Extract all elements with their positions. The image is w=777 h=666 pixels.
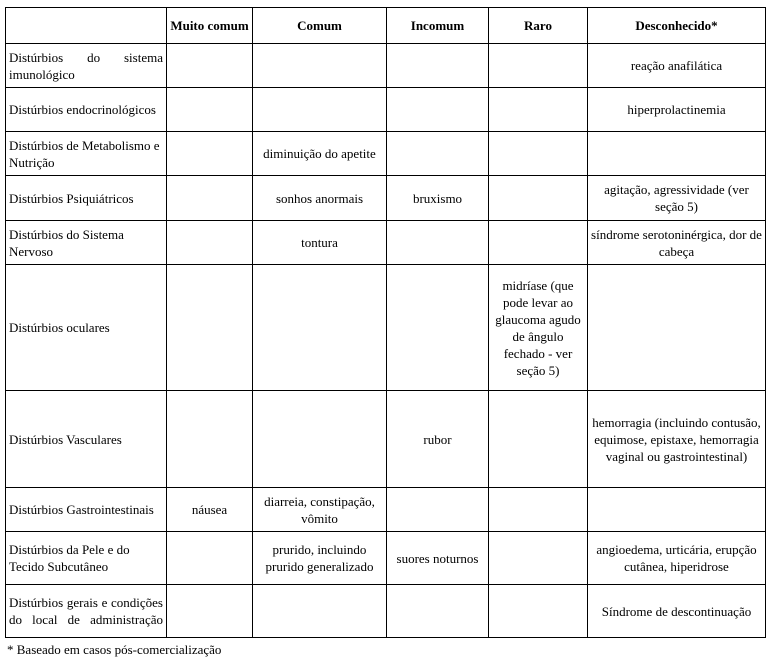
comum-cell (253, 44, 387, 88)
incomum-cell: suores noturnos (387, 532, 489, 585)
raro-cell (489, 221, 588, 265)
comum-cell: sonhos anormais (253, 176, 387, 221)
category-cell: Distúrbios do sistema imunológico (6, 44, 167, 88)
incomum-cell: rubor (387, 391, 489, 488)
incomum-cell: bruxismo (387, 176, 489, 221)
category-cell: Distúrbios de Metabolismo e Nutrição (6, 132, 167, 176)
raro-cell (489, 44, 588, 88)
raro-cell (489, 585, 588, 638)
category-cell: Distúrbios Psiquiátricos (6, 176, 167, 221)
comum-cell: prurido, incluindo prurido generalizado (253, 532, 387, 585)
incomum-cell (387, 265, 489, 391)
desconhecido-cell (588, 265, 766, 391)
comum-cell: diarreia, constipação, vômito (253, 488, 387, 532)
desconhecido-cell: hiperprolactinemia (588, 88, 766, 132)
comum-cell: diminuição do apetite (253, 132, 387, 176)
category-cell: Distúrbios gerais e condições do local de administração (6, 585, 167, 638)
header-category (6, 8, 167, 44)
muito-comum-cell (167, 132, 253, 176)
raro-cell (489, 532, 588, 585)
header-raro: Raro (489, 8, 588, 44)
incomum-cell (387, 221, 489, 265)
category-cell: Distúrbios do Sistema Nervoso (6, 221, 167, 265)
category-cell: Distúrbios oculares (6, 265, 167, 391)
table-row (6, 132, 766, 176)
table-header-row (6, 8, 766, 44)
desconhecido-cell: reação anafilática (588, 44, 766, 88)
category-cell: Distúrbios Vasculares (6, 391, 167, 488)
table-row (6, 585, 766, 638)
table-row (6, 176, 766, 221)
desconhecido-cell: Síndrome de descontinuação (588, 585, 766, 638)
raro-cell (489, 132, 588, 176)
table-row (6, 488, 766, 532)
desconhecido-cell: agitação, agressividade (ver seção 5) (588, 176, 766, 221)
adverse-reactions-table (5, 7, 766, 638)
table-row (6, 532, 766, 585)
category-cell: Distúrbios endocrinológicos (6, 88, 167, 132)
comum-cell (253, 88, 387, 132)
incomum-cell (387, 585, 489, 638)
muito-comum-cell (167, 265, 253, 391)
category-cell: Distúrbios Gastrointestinais (6, 488, 167, 532)
footnote: * Baseado em casos pós-comercialização (7, 642, 222, 657)
table-row (6, 391, 766, 488)
muito-comum-cell (167, 391, 253, 488)
category-cell: Distúrbios da Pele e do Tecido Subcutâneo (6, 532, 167, 585)
comum-cell (253, 265, 387, 391)
desconhecido-cell (588, 488, 766, 532)
muito-comum-cell (167, 585, 253, 638)
muito-comum-cell (167, 221, 253, 265)
header-comum: Comum (253, 8, 387, 44)
incomum-cell (387, 44, 489, 88)
header-desconhecido: Desconhecido* (588, 8, 766, 44)
raro-cell (489, 176, 588, 221)
header-incomum: Incomum (387, 8, 489, 44)
incomum-cell (387, 88, 489, 132)
comum-cell (253, 585, 387, 638)
comum-cell: tontura (253, 221, 387, 265)
table-row (6, 88, 766, 132)
table-row (6, 265, 766, 391)
muito-comum-cell (167, 44, 253, 88)
desconhecido-cell: hemorragia (incluindo contusão, equimose, epistaxe, hemorragia vaginal ou gastrointestinal) (588, 391, 766, 488)
incomum-cell (387, 488, 489, 532)
muito-comum-cell (167, 176, 253, 221)
table-row (6, 44, 766, 88)
table-row (6, 221, 766, 265)
desconhecido-cell: angioedema, urticária, erupção cutânea, hiperidrose (588, 532, 766, 585)
raro-cell (489, 88, 588, 132)
muito-comum-cell: náusea (167, 488, 253, 532)
muito-comum-cell (167, 532, 253, 585)
header-muito-comum: Muito comum (167, 8, 253, 44)
raro-cell: midríase (que pode levar ao glaucoma agudo de ângulo fechado - ver seção 5) (489, 265, 588, 391)
raro-cell (489, 488, 588, 532)
raro-cell (489, 391, 588, 488)
desconhecido-cell (588, 132, 766, 176)
muito-comum-cell (167, 88, 253, 132)
incomum-cell (387, 132, 489, 176)
desconhecido-cell: síndrome serotoninérgica, dor de cabeça (588, 221, 766, 265)
comum-cell (253, 391, 387, 488)
